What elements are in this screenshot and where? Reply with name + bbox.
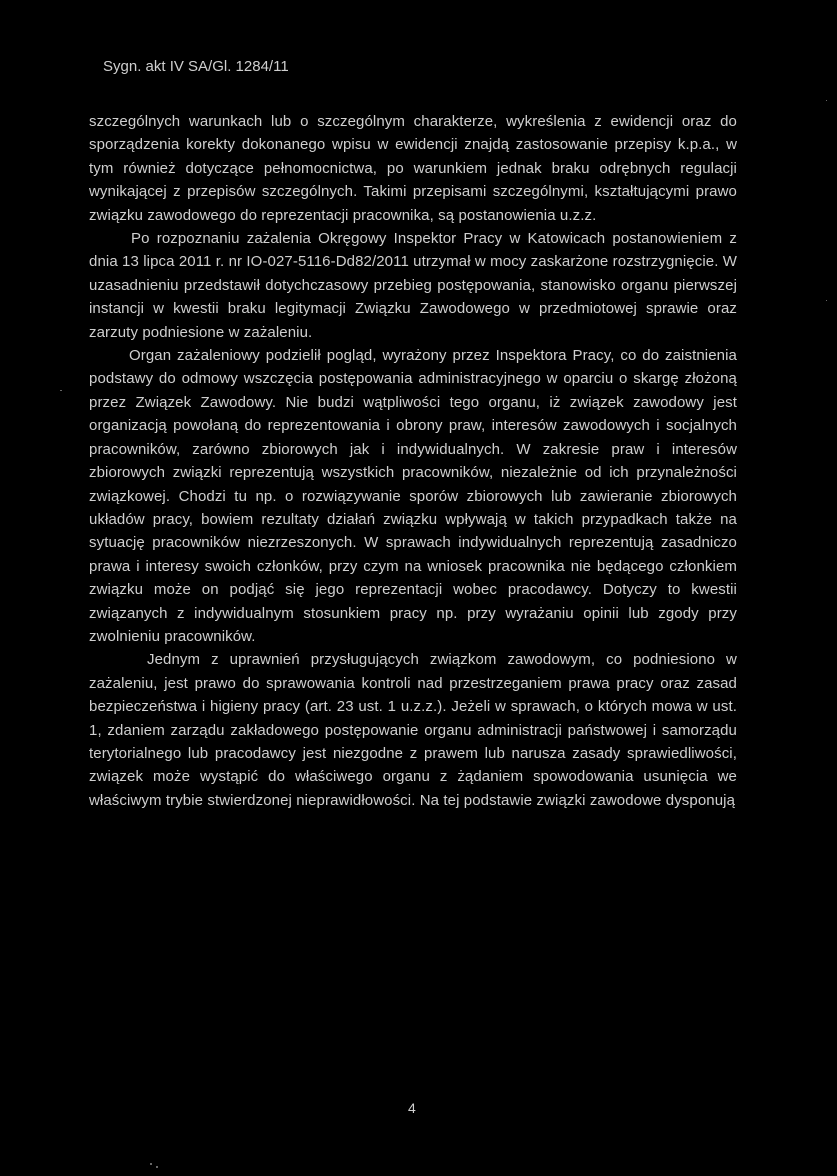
scan-speck bbox=[826, 300, 827, 301]
paragraph-1: szczególnych warunkach lub o szczególnym charakterze, wykreślenia z ewidencji oraz do sporządzenia korekty dokonanego wpisu w ewidencji znajdą zastosowanie przepisy k.p.a., w tym również dotyczące pełnomocnictwa, po warunkiem jednak braku odrębnych regulacji wynikającej z przepisów szczególnych. Takimi przepisami szczególnymi, kształtującymi prawo związku zawodowego do reprezentacji pracownika, są postanowienia u.z.z. bbox=[89, 113, 737, 224]
page-number: 4 bbox=[408, 1100, 416, 1116]
case-number: Sygn. akt IV SA/Gl. 1284/11 bbox=[103, 58, 289, 75]
scan-speck bbox=[150, 1163, 152, 1165]
document-body bbox=[89, 110, 737, 812]
paragraph-4: Jednym z uprawnień przysługujących związkom zawodowym, co podniesiono w zażaleniu, jest prawo do sprawowania kontroli nad przestrzeganiem prawa pracy oraz zasad bezpieczeństwa i higieny pracy (art. 23 ust. 1 u.z.z.). Jeżeli w sprawach, o których mowa w ust. 1, zdaniem zarządu zakładowego postępowanie organu administracji państwowej i samorządu terytorialnego lub pracodawcy jest niezgodne z prawem lub narusza zasady sprawiedliwości, związek może wystąpić do właściwego organu z żądaniem spowodowania usunięcia we właściwym trybie stwierdzonej nieprawidłowości. Na tej podstawie związki zawodowe dysponują bbox=[89, 651, 737, 809]
scan-speck bbox=[60, 390, 62, 391]
paragraph-2: Po rozpoznaniu zażalenia Okręgowy Inspektor Pracy w Katowicach postanowieniem z dnia 13 lipca 2011 r. nr IO-027-5116-Dd82/2011 utrzymał w mocy zaskarżone rozstrzygnięcie. W uzasadnieniu przedstawił dotychczasowy przebieg postępowania, stanowisko organu pierwszej instancji w kwestii braku legitymacji Związku Zawodowego w przedmiotowej sprawie oraz zarzuty podniesione w zażaleniu. bbox=[89, 230, 737, 341]
scan-speck bbox=[826, 100, 827, 101]
paragraph-3: Organ zażaleniowy podzielił pogląd, wyrażony przez Inspektora Pracy, co do zaistnienia podstawy do odmowy wszczęcia postępowania administracyjnego w oparciu o skargę złożoną przez Związek Zawodowy. Nie budzi wątpliwości tego organu, iż związek zawodowy jest organizacją powołaną do reprezentowania i obrony praw, interesów zawodowych i socjalnych pracowników, zarówno zbiorowych jak i indywidualnych. W zakresie praw i interesów zbiorowych związki reprezentują wszystkich pracowników, niezależnie od ich przynależności związkowej. Chodzi tu np. o rozwiązywanie sporów zbiorowych lub zawieranie zbiorowych układów pracy, bowiem rezultaty działań związku wpływają w takich przypadkach także na sytuację pracowników niezrzeszonych. W sprawach indywidualnych reprezentują zasadniczo prawa i interesy swoich członków, przy czym na wniosek pracownika nie będącego członkiem związku może on podjąć się jego reprezentacji wobec pracodawcy. Dotyczy to kwestii związanych z indywidualnym stosunkiem pracy np. przy wyrażaniu opinii lub zgody przy zwolnieniu pracowników. bbox=[89, 347, 737, 645]
scan-speck bbox=[156, 1166, 158, 1168]
